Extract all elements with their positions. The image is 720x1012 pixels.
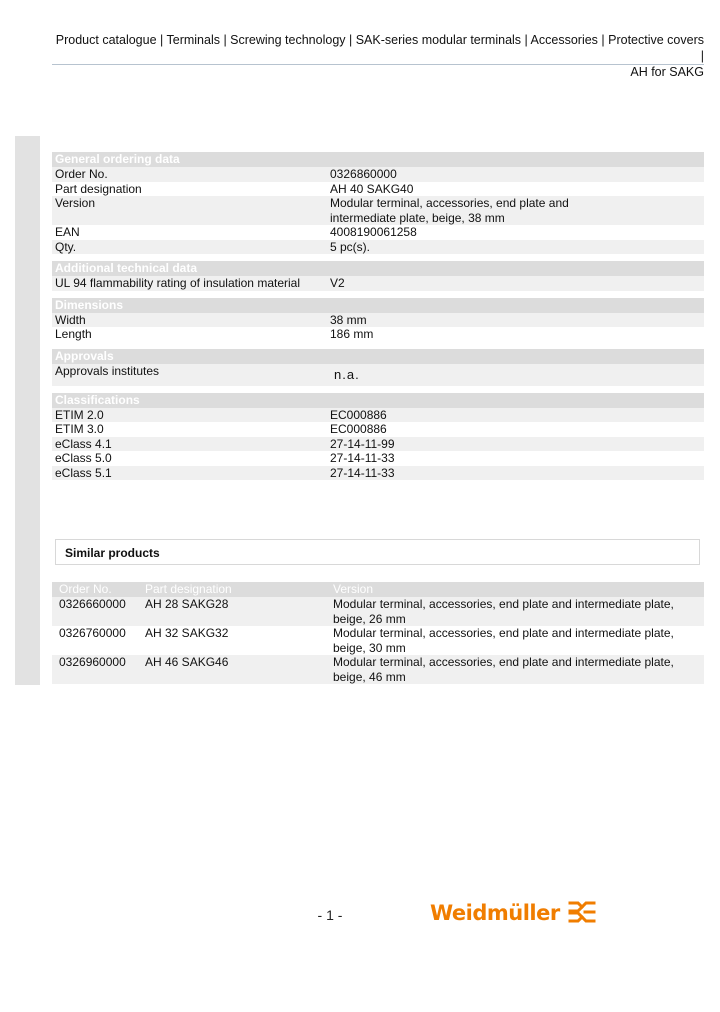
cell-version: Modular terminal, accessories, end plate and intermediate plate, beige, 26 mm [333,597,674,626]
cell-version: Modular terminal, accessories, end plate and intermediate plate, beige, 46 mm [333,655,674,684]
row-label: Part designation [55,181,142,196]
data-row [52,466,704,481]
version-line-1: Modular terminal, accessories, end plate and [330,196,569,210]
row-label: Order No. [55,167,108,181]
section-dimensions [52,298,704,342]
row-value: 27-14-11-33 [330,451,395,465]
section-title: General ordering data [52,152,704,167]
row-label: eClass 5.0 [55,451,112,465]
cell-part-designation: AH 32 SAKG32 [145,626,229,640]
version-line-2: intermediate plate, beige, 38 mm [330,210,505,225]
cell-order-no: 0326960000 [59,655,126,669]
row-label: ETIM 2.0 [55,407,104,422]
cell-order-no: 0326760000 [59,626,126,640]
table-row [52,655,704,684]
data-row [52,408,704,423]
section-title: Additional technical data [52,261,704,276]
section-general-ordering-data [52,152,704,254]
row-value: 27-14-11-99 [330,436,395,451]
breadcrumb-line-2: AH for SAKG [630,65,704,79]
data-row [52,451,704,466]
weidmuller-logo [430,899,596,927]
row-value: 27-14-11-33 [330,465,395,480]
header-divider [52,64,704,65]
column-header-order-no: Order No. [59,582,112,596]
row-label: UL 94 flammability rating of insulation material [55,276,300,290]
cell-part-designation: AH 46 SAKG46 [145,655,229,669]
row-label: Width [55,312,86,327]
row-label: eClass 4.1 [55,436,112,451]
row-value: 4008190061258 [330,225,417,239]
side-strip [15,136,40,685]
data-row [52,364,704,386]
row-value: 38 mm [330,312,367,327]
data-row [52,276,704,291]
data-row [52,422,704,437]
section-additional-technical-data [52,261,704,291]
breadcrumb-line-1: Product catalogue | Terminals | Screwing technology | SAK-series modular terminals | Accessories | Protective covers | [55,33,704,63]
row-value: AH 40 SAKG40 [330,181,414,196]
section-title: Dimensions [52,298,704,313]
datasheet-sections [52,152,704,487]
brand-name: Weidmüller [430,901,560,925]
data-row [52,313,704,328]
data-row [52,240,704,255]
row-label: eClass 5.1 [55,465,112,480]
similar-products-heading: Similar products [55,539,700,565]
column-header-part-designation: Part designation [145,582,232,596]
section-title: Classifications [52,393,704,408]
column-header-version: Version [333,582,374,596]
row-value: EC000886 [330,407,387,422]
data-row [52,327,704,342]
table-row [52,626,704,655]
page-number: - 1 - [317,907,343,923]
cell-version: Modular terminal, accessories, end plate and intermediate plate, beige, 30 mm [333,626,674,655]
row-value-wrap [330,364,704,386]
data-row [52,182,704,197]
row-value: n.a. [334,366,360,382]
row-value: 5 pc(s). [330,239,371,254]
row-label: EAN [55,225,80,239]
row-value: EC000886 [330,422,387,436]
row-label: Version [55,196,96,210]
cell-order-no: 0326660000 [59,597,126,611]
row-label: Approvals institutes [55,363,160,378]
weidmuller-mark-icon [568,900,596,927]
breadcrumb [50,32,704,80]
data-row [52,437,704,452]
section-approvals [52,349,704,386]
row-label: Qty. [55,239,77,254]
row-value: 186 mm [330,327,374,341]
row-value: 0326860000 [330,167,397,181]
row-label: ETIM 3.0 [55,422,104,436]
data-row [52,225,704,240]
cell-part-designation: AH 28 SAKG28 [145,597,229,611]
data-row [52,167,704,182]
row-label: Length [55,327,92,341]
data-row [52,196,704,225]
row-value: V2 [330,276,345,290]
row-value [330,196,704,225]
similar-products-table [52,582,704,684]
section-title: Approvals [52,349,704,364]
table-row [52,597,704,626]
table-header [52,582,704,597]
section-classifications [52,393,704,481]
